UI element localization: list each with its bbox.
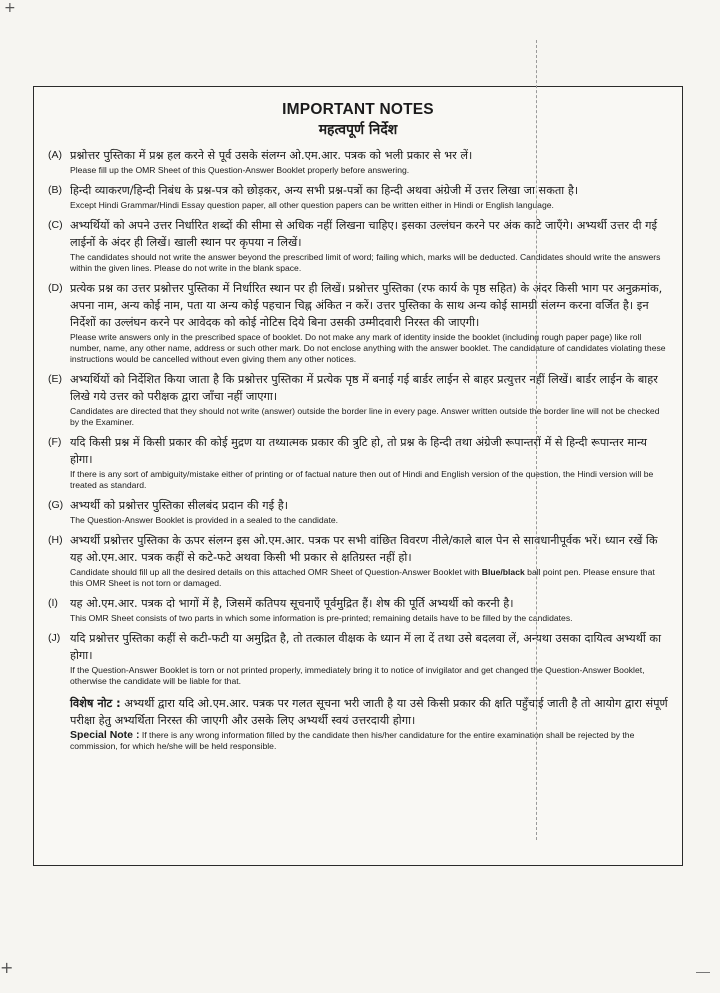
note-g bbox=[48, 497, 670, 526]
special-note-english bbox=[70, 730, 670, 752]
note-english: If the Question-Answer Booklet is torn or not printed properly, immediately bring it to notice of invigilator and get changed the Question-Answer Booklet, otherwise the candidate will be liable for that. bbox=[70, 665, 645, 686]
corner-mark bbox=[696, 972, 710, 973]
note-letter: (H) bbox=[48, 534, 63, 546]
special-label-english: Special Note : bbox=[70, 729, 140, 741]
note-english bbox=[70, 567, 670, 589]
note-english-pre: Candidate should fill up all the desired details on this attached OMR Sheet of Question-Answer Booklet with bbox=[70, 567, 482, 577]
note-hindi: प्रत्येक प्रश्न का उत्तर प्रश्नोत्तर पुस्तिका में निर्धारित स्थान पर ही लिखें। प्रश्नोत्तर पुस्तिका (रफ कार्य के पृष्ठ सहित) के अंदर किसी भाग पर अनुक्रमांक, अपना नाम, अन्य कोई नाम, पता या अन्य कोई पहचान चिह्न अंकित न करें। उत्तर पुस्तिका के साथ अन्य कोई सामग्री संलग्न करना वर्जित है। इन निर्देशों का उल्लंघन करने पर आवेदक को कोई नोटिस दिये बिना उसकी उम्मीदवारी निरस्त की जाएगी। bbox=[70, 282, 663, 329]
crop-mark: + bbox=[4, 0, 16, 16]
notes-list bbox=[48, 147, 670, 752]
note-f bbox=[48, 434, 670, 491]
special-text-hindi: अभ्यर्थी द्वारा यदि ओ.एम.आर. पत्रक पर गलत सूचना भरी जाती है या उसे किसी प्रकार की क्षति पहुँचाई जाती है तो आयोग द्वारा संपूर्ण परीक्षा हेतु अभ्यर्थिता निरस्त की जाएगी और उसके लिए अभ्यर्थी स्वयं उत्तरदायी होगा। bbox=[70, 697, 668, 727]
note-letter: (E) bbox=[48, 373, 62, 385]
note-hindi: अभ्यर्थियों को निर्देशित किया जाता है कि प्रश्नोत्तर पुस्तिका में प्रत्येक पृष्ठ में बनाई गई बार्डर लाईन से बाहर प्रत्युत्तर नहीं लिखें। बार्डर लाईन के बाहर लिखे गये उत्तर को परीक्षक द्वारा जाँचा नहीं जाएगा। bbox=[70, 373, 658, 403]
note-hindi: प्रश्नोत्तर पुस्तिका में प्रश्न हल करने से पूर्व उसके संलग्न ओ.एम.आर. पत्रक को भली प्रकार से भर लें। bbox=[70, 149, 473, 162]
note-english: The Question-Answer Booklet is provided in a sealed to the candidate. bbox=[70, 515, 338, 525]
crop-mark: + bbox=[0, 958, 14, 977]
note-i bbox=[48, 595, 670, 624]
scan-fold-line bbox=[536, 40, 537, 840]
note-letter: (I) bbox=[48, 597, 58, 609]
note-letter: (C) bbox=[48, 219, 63, 231]
note-hindi: अभ्यर्थी प्रश्नोत्तर पुस्तिका के ऊपर संलग्न इस ओ.एम.आर. पत्रक पर सभी वांछित विवरण नीले/काले बाल पेन से सावधानीपूर्वक भरें। ध्यान रखें कि यह ओ.एम.आर. पत्रक कहीं से कटे-फटे अथवा किसी भी प्रकार से क्षतिग्रस्त नहीं हो। bbox=[70, 534, 658, 564]
note-c bbox=[48, 217, 670, 274]
header bbox=[34, 87, 682, 139]
note-d bbox=[48, 280, 670, 365]
note-letter: (B) bbox=[48, 184, 62, 196]
note-hindi: हिन्दी व्याकरण/हिन्दी निबंध के प्रश्न-पत्र को छोड़कर, अन्य सभी प्रश्न-पत्रों का हिन्दी अथवा अंग्रेजी में उत्तर लिखा जा सकता है। bbox=[70, 184, 579, 197]
note-english: Except Hindi Grammar/Hindi Essay question paper, all other question papers can be written either in Hindi or English language. bbox=[70, 200, 554, 210]
note-letter: (A) bbox=[48, 149, 62, 161]
note-e bbox=[48, 371, 670, 428]
pen-color-emphasis: Blue/black bbox=[481, 567, 525, 577]
special-note bbox=[48, 695, 670, 752]
note-a bbox=[48, 147, 670, 176]
note-b bbox=[48, 182, 670, 211]
note-h bbox=[48, 532, 670, 589]
special-label-hindi: विशेष नोट : bbox=[70, 697, 121, 710]
special-note-hindi bbox=[70, 695, 670, 729]
note-english: This OMR Sheet consists of two parts in which some information is pre-printed; remaining details have to be filled by the candidates. bbox=[70, 613, 573, 623]
note-english: If there is any sort of ambiguity/mistake either of printing or of factual nature then out of Hindi and English version of the question, the Hindi version will be treated as standard. bbox=[70, 469, 654, 490]
title-hindi: महत्वपूर्ण निर्देश bbox=[318, 122, 398, 138]
note-j bbox=[48, 630, 670, 687]
note-hindi: यदि प्रश्नोत्तर पुस्तिका कहीं से कटी-फटी या अमुद्रित है, तो तत्काल वीक्षक के ध्यान में ला दें तथा उसे बदलवा लें, अन्यथा उसका दायित्व अभ्यर्थी का होगा। bbox=[70, 632, 662, 662]
note-hindi: यदि किसी प्रश्न में किसी प्रकार की कोई मुद्रण या तथ्यात्मक प्रकार की त्रुटि हो, तो प्रश्न के हिन्दी तथा अंग्रेजी रूपान्तरों में से हिन्दी रूपान्तर मान्य होगा। bbox=[70, 436, 647, 466]
note-letter: (F) bbox=[48, 436, 62, 448]
special-text-english: If there is any wrong information filled by the candidate then his/her candidature for the entire examination shall be rejected by the commission, for which he/she will be held responsible. bbox=[70, 730, 635, 751]
note-english: The candidates should not write the answer beyond the prescribed limit of word; failing which, marks will be deducted. Candidates should write the answers within the given lines. Please do not write in the blank space. bbox=[70, 252, 661, 273]
note-letter: (J) bbox=[48, 632, 61, 644]
note-letter: (G) bbox=[48, 499, 64, 511]
note-english: Please fill up the OMR Sheet of this Question-Answer Booklet properly before answering. bbox=[70, 165, 410, 175]
note-english-post: ball point pen. Please ensure that this OMR Sheet is not torn or damaged. bbox=[70, 567, 655, 588]
note-english: Candidates are directed that they should not write (answer) outside the border line in every page. Answer written outside the border line will not be checked by the Examiner. bbox=[70, 406, 660, 427]
title-english: IMPORTANT NOTES bbox=[282, 101, 434, 118]
note-hindi: अभ्यर्थी को प्रश्नोत्तर पुस्तिका सीलबंद प्रदान की गई है। bbox=[70, 499, 288, 512]
note-letter: (D) bbox=[48, 282, 63, 294]
note-english: Please write answers only in the prescribed space of booklet. Do not make any mark of identity inside the booklet (including rough paper page) like roll number, name, any other name, address or such other mark. Do not enclose anything with the answer booklet. The candidature of candidates violating these instructions would be cancelled without even giving them any other notices. bbox=[70, 332, 666, 364]
note-hindi: अभ्यर्थियों को अपने उत्तर निर्धारित शब्दों की सीमा से अधिक नहीं लिखना चाहिए। इसका उल्लंघन करने पर अंक काटे जाएँगे। अभ्यर्थी उत्तर दी गई लाईनों के अंदर ही लिखें। खाली स्थान पर कृपया न लिखें। bbox=[70, 219, 658, 249]
notes-frame bbox=[33, 86, 683, 866]
note-hindi: यह ओ.एम.आर. पत्रक दो भागों में है, जिसमें कतिपय सूचनाएँ पूर्वमुद्रित हैं। शेष की पूर्ति अभ्यर्थी को करनी है। bbox=[70, 597, 514, 610]
